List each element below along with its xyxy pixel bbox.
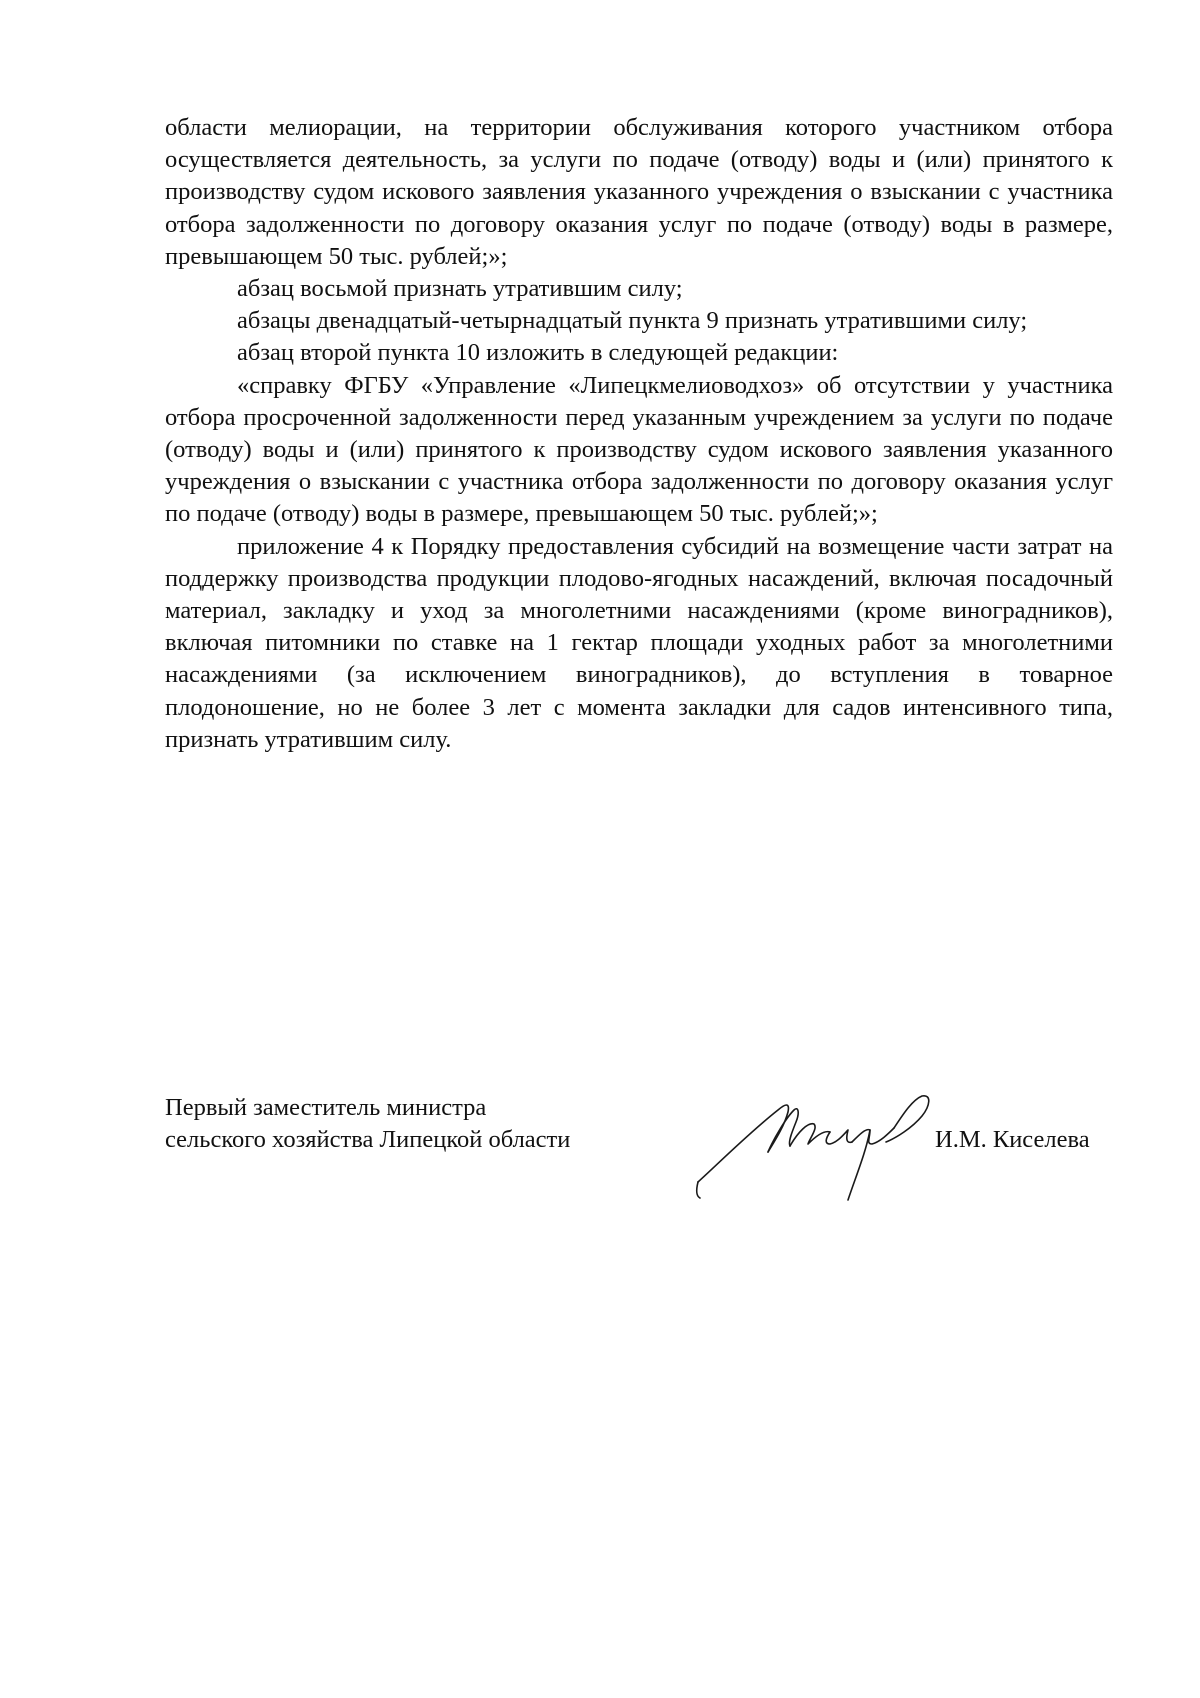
paragraph-spravka-fgbu: «справку ФГБУ «Управление «Липецкмелиоводхоз» об отсутствии у участника отбора просроченной задолженности перед указанным учреждением за услуги по подаче (отводу) воды и (или) принятого к производству судом искового заявления указанного учреждения о взыскании с участника отбора задолженности по договору оказания услуг по подаче (отводу) воды в размере, превышающем 50 тыс. рублей;»;	[165, 371, 1113, 528]
paragraph-abzac-punkta-10: абзац второй пункта 10 изложить в следующей редакции:	[237, 339, 839, 367]
handwritten-signature	[690, 1072, 950, 1222]
paragraph-abzac-vosmoy: абзац восьмой признать утратившим силу;	[237, 275, 683, 303]
signatory-title-line-2: сельского хозяйства Липецкой области	[165, 1126, 571, 1153]
paragraph-continuation: области мелиорации, на территории обслуживания которого участником отбора осуществляется деятельность, за услуги по подаче (отводу) воды и (или) принятого к производству судом искового заявления указанного учреждения о взыскании с участника отбора задолженности по договору оказания услуг по подаче (отводу) воды в размере, превышающем 50 тыс. рублей;»;	[165, 114, 1113, 270]
paragraph-abzacy-punkta-9: абзацы двенадцатый-четырнадцатый пункта 9 признать утратившими силу;	[237, 307, 1028, 335]
signature-block	[165, 1092, 1113, 1222]
document-body	[165, 112, 1113, 756]
signatory-title-line-1: Первый заместитель министра	[165, 1094, 487, 1121]
signatory-title	[165, 1092, 570, 1156]
signatory-name: И.М. Киселева	[935, 1126, 1090, 1153]
paragraph-prilozhenie-4: приложение 4 к Порядку предоставления субсидий на возмещение части затрат на поддержку производства продукции плодово-ягодных насаждений, включая посадочный материал, закладку и уход за многолетними насаждениями (кроме виноградников), включая питомники по ставке на 1 гектар площади уходных работ за многолетними насаждениями (за исключением виноградников), до вступления в товарное плодоношение, но не более 3 лет с момента закладки для садов интенсивного типа, признать утратившим силу.	[165, 532, 1113, 753]
